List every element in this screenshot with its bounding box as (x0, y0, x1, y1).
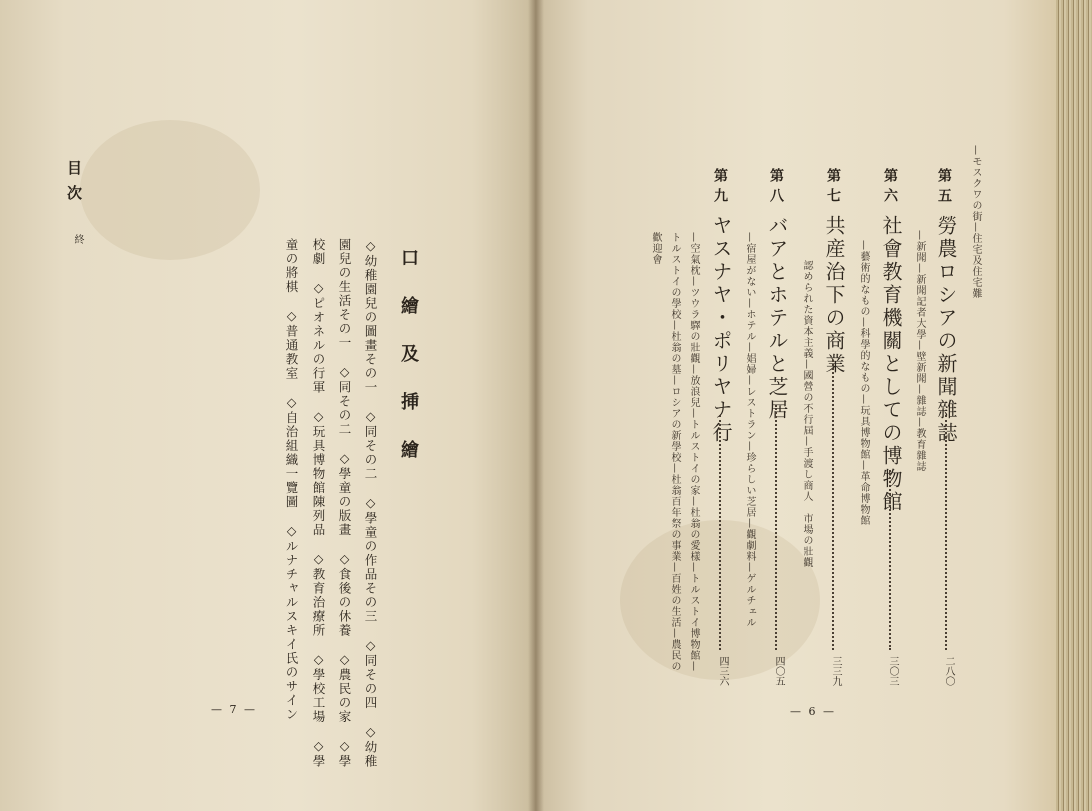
chapter-7-title: 共産治下の商業 (822, 215, 846, 376)
right-page (536, 0, 1056, 811)
chapter-9-continuation-1: トルストイの學校—杜翁の墓—ロシアの新學校—杜翁百年祭の事業—百姓の生活—農民の (669, 232, 680, 672)
chapter-6-title: 社會教育機關としての博物館 (879, 215, 903, 514)
chapter-9-leader (719, 415, 721, 650)
chapter-9-title: ヤスナヤ・ポリヤナ行 (709, 215, 733, 445)
chapter-6-leader (889, 470, 891, 650)
chapter-7-subtitle: 認められた資本主義—國營の不行屆—手渡し商人 市場の壯觀 (801, 260, 812, 568)
chapter-9-page: 四三六 (717, 656, 728, 686)
right-folio: — 6 — (790, 705, 836, 718)
chapter-6-subtitle: —藝術的なもの—科學的なもの—玩具博物館—革命博物館 (858, 240, 869, 526)
paper-stain (80, 120, 260, 260)
chapter-5-leader (945, 415, 947, 650)
plates-line-4: 童の將棋 ◇普通教室 ◇自治組織一覽圖 ◇ルナチャルスキイ氏のサイン (284, 238, 299, 722)
chapter-9-continuation-2: 歡迎會 (650, 232, 661, 265)
plates-title: 口繪及挿繪 (398, 248, 419, 488)
chapter-8-subtitle: —宿屋がない—ホテル—娼婦—レストラン—珍らしい芝居—觀劇料—ゲルチェル (744, 232, 755, 628)
chapter-7-leader (832, 360, 834, 650)
chapter-8-leader (775, 405, 777, 650)
chapter-5-title: 勞農ロシアの新聞雜誌 (934, 215, 958, 445)
left-page (0, 0, 536, 811)
top-subtitle: —モスクワの街—住宅及住宅難 (970, 145, 981, 299)
plates-line-2: 園兒の生活その一 ◇同その二 ◇學童の版畫 ◇食後の休養 ◇農民の家 ◇學 (337, 238, 352, 769)
left-folio: — 7 — (211, 703, 257, 716)
chapter-5-subtitle: —新聞—新聞記者大學—壁新聞—雜誌—教育雜誌 (914, 230, 925, 472)
chapter-8-page: 四〇五 (773, 656, 784, 686)
chapter-7-number: 第七 (825, 168, 841, 208)
plates-line-1: ◇幼稚園兒の圖畫その一 ◇同その二 ◇學童の作品その三 ◇同その四 ◇幼稚 (363, 238, 378, 769)
chapter-8-title: バアとホテルと芝居 (765, 215, 789, 422)
chapter-6-page: 三〇三 (887, 656, 898, 686)
chapter-9-subtitle: —空氣枕—ツウラ驛の壯觀—放浪兒—トルストイの家—杜翁の愛樣—トルストイ博物館— (688, 232, 699, 672)
toc-header: 目次 (65, 160, 83, 210)
chapter-9-number: 第九 (712, 168, 728, 208)
chapter-7-page: 三三九 (830, 656, 841, 686)
book-gutter (528, 0, 544, 811)
toc-header-sub: 終 (72, 234, 83, 244)
plates-line-3: 校劇 ◇ピオネルの行軍 ◇玩具博物館陳列品 ◇教育治療所 ◇學校工場 ◇學 (311, 238, 326, 769)
chapter-8-number: 第八 (768, 168, 784, 208)
chapter-6-number: 第六 (882, 168, 898, 208)
chapter-5-page: 二八〇 (943, 656, 954, 686)
page-edges (1056, 0, 1092, 811)
chapter-5-number: 第五 (936, 168, 952, 208)
